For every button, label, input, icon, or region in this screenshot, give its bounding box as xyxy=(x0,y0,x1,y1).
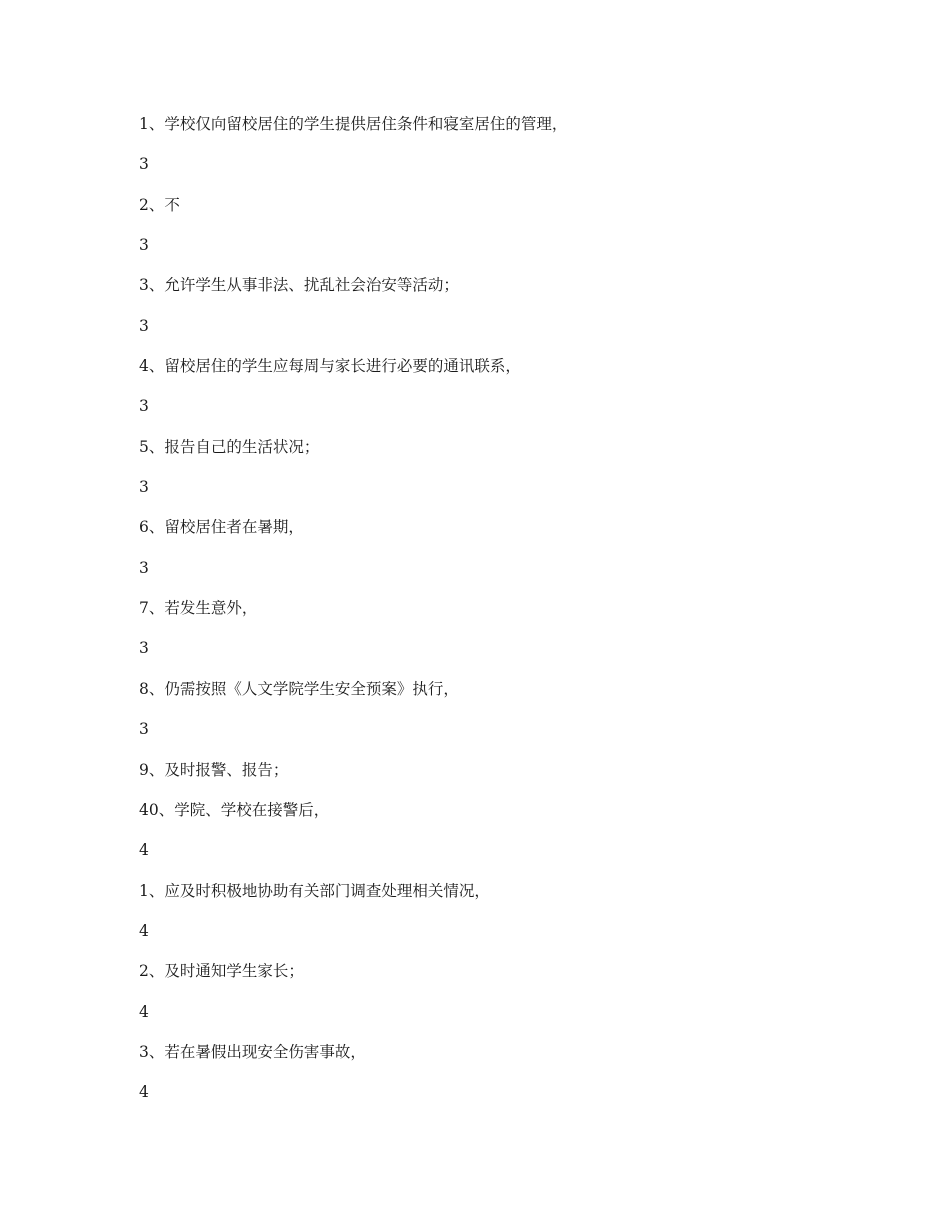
text-line: 3 xyxy=(139,316,149,335)
text-line: 2、及时通知学生家长； xyxy=(139,962,304,981)
text-line: 4 xyxy=(139,1002,149,1021)
text-line: 6、留校居住者在暑期， xyxy=(139,518,304,537)
text-line: 3 xyxy=(139,639,149,658)
text-line: 2、不 xyxy=(139,195,180,214)
text-line: 3 xyxy=(139,397,149,416)
text-line: 5、报告自己的生活状况； xyxy=(139,437,320,456)
text-line: 4 xyxy=(139,841,149,860)
text-line: 3 xyxy=(139,155,149,174)
text-line: 3 xyxy=(139,236,149,255)
text-line: 7、若发生意外， xyxy=(139,599,258,618)
text-line: 1、学校仅向留校居住的学生提供居住条件和寝室居住的管理， xyxy=(139,115,568,133)
document-body xyxy=(139,110,899,1119)
text-line: 3 xyxy=(139,478,149,497)
text-line: 1、应及时积极地协助有关部门调查处理相关情况， xyxy=(139,881,490,900)
text-line: 4 xyxy=(139,1083,149,1102)
text-line: 3 xyxy=(139,720,149,739)
text-line: 4、留校居住的学生应每周与家长进行必要的通讯联系， xyxy=(139,357,521,376)
text-line: 3、若在暑假出现安全伤害事故， xyxy=(139,1042,366,1061)
text-line: 8、仍需按照《人文学院学生安全预案》执行， xyxy=(139,679,459,698)
text-line: 40、学院、学校在接警后， xyxy=(139,800,330,819)
text-line: 9、及时报警、报告； xyxy=(139,760,289,779)
text-line: 3 xyxy=(139,558,149,577)
text-line: 4 xyxy=(139,921,149,940)
text-line: 3、允许学生从事非法、扰乱社会治安等活动； xyxy=(139,276,459,295)
